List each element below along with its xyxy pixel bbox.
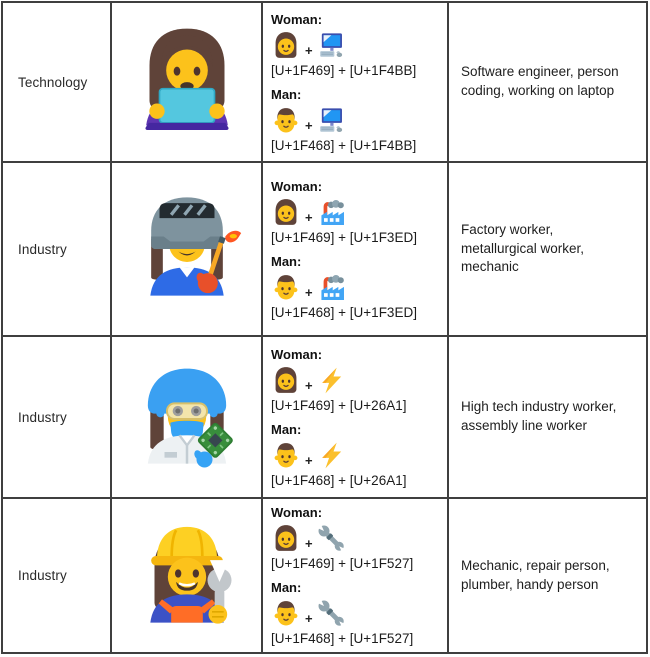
combo-cell (263, 163, 447, 335)
plus-sign: + (305, 377, 313, 393)
woman-combo (271, 522, 447, 553)
description-text: Software engineer, person coding, working on laptop (461, 64, 619, 98)
woman-emoji-icon (271, 30, 301, 60)
woman-codepoints: [U+1F469] + [U+1F527] (271, 556, 414, 571)
combo-cell (263, 499, 447, 652)
woman-emoji-icon (271, 523, 301, 553)
category-label: Technology (18, 74, 88, 90)
emoji-cell (112, 499, 261, 652)
emoji-proposal-table (1, 1, 648, 654)
personal-computer-emoji-icon (317, 106, 346, 135)
factory-emoji-icon (317, 198, 346, 227)
plus-sign: + (305, 452, 313, 468)
plus-sign: + (305, 209, 313, 225)
woman-label: Woman: (271, 346, 323, 362)
man-label: Man: (271, 253, 302, 269)
description-cell (449, 337, 646, 497)
plus-sign: + (305, 536, 313, 551)
man-combo (271, 439, 447, 470)
woman-welder-emoji (127, 188, 247, 310)
plus-sign: + (305, 117, 313, 133)
woman-technologist-emoji (127, 21, 247, 143)
wrench-emoji-icon (317, 599, 346, 628)
woman-mechanic-emoji (127, 515, 247, 637)
woman-combo (271, 364, 447, 395)
woman-label: Woman: (271, 11, 323, 27)
man-combo (271, 271, 447, 302)
description-cell (449, 3, 646, 161)
woman-combo (271, 29, 447, 60)
description-text: Factory worker, metallurgical worker, mechanic (461, 221, 585, 275)
category-cell (3, 499, 110, 652)
man-combo (271, 104, 447, 135)
woman-hightech-worker-emoji (127, 356, 247, 478)
category-cell (3, 3, 110, 161)
man-codepoints: [U+1F468] + [U+1F3ED] (271, 304, 417, 320)
category-cell (3, 163, 110, 335)
man-label: Man: (271, 86, 302, 102)
description-text: High tech industry worker, assembly line worker (461, 399, 617, 433)
description-cell (449, 499, 646, 652)
plus-sign: + (305, 284, 313, 300)
emoji-cell (112, 337, 261, 497)
description-cell (449, 163, 646, 335)
high-voltage-emoji-icon (317, 441, 346, 470)
man-label: Man: (271, 580, 302, 595)
category-label: Industry (18, 241, 67, 257)
man-emoji-icon (271, 598, 301, 628)
woman-label: Woman: (271, 178, 323, 194)
combo-cell (263, 3, 447, 161)
man-label: Man: (271, 421, 302, 437)
factory-emoji-icon (317, 273, 346, 302)
woman-emoji-icon (271, 197, 301, 227)
combo-cell (263, 337, 447, 497)
emoji-cell (112, 163, 261, 335)
personal-computer-emoji-icon (317, 31, 346, 60)
wrench-emoji-icon (317, 524, 346, 553)
man-codepoints: [U+1F468] + [U+1F527] (271, 631, 414, 646)
category-label: Industry (18, 409, 67, 425)
category-label: Industry (18, 568, 67, 583)
man-codepoints: [U+1F468] + [U+26A1] (271, 472, 407, 488)
plus-sign: + (305, 42, 313, 58)
woman-combo (271, 196, 447, 227)
woman-codepoints: [U+1F469] + [U+1F4BB] (271, 62, 417, 78)
man-codepoints: [U+1F468] + [U+1F4BB] (271, 137, 417, 153)
man-emoji-icon (271, 272, 301, 302)
emoji-cell (112, 3, 261, 161)
woman-codepoints: [U+1F469] + [U+26A1] (271, 397, 407, 413)
high-voltage-emoji-icon (317, 366, 346, 395)
woman-emoji-icon (271, 365, 301, 395)
plus-sign: + (305, 611, 313, 626)
woman-codepoints: [U+1F469] + [U+1F3ED] (271, 229, 417, 245)
category-cell (3, 337, 110, 497)
man-emoji-icon (271, 105, 301, 135)
description-text: Mechanic, repair person, plumber, handy person (461, 557, 610, 592)
woman-label: Woman: (271, 505, 323, 520)
man-combo (271, 597, 447, 628)
man-emoji-icon (271, 440, 301, 470)
